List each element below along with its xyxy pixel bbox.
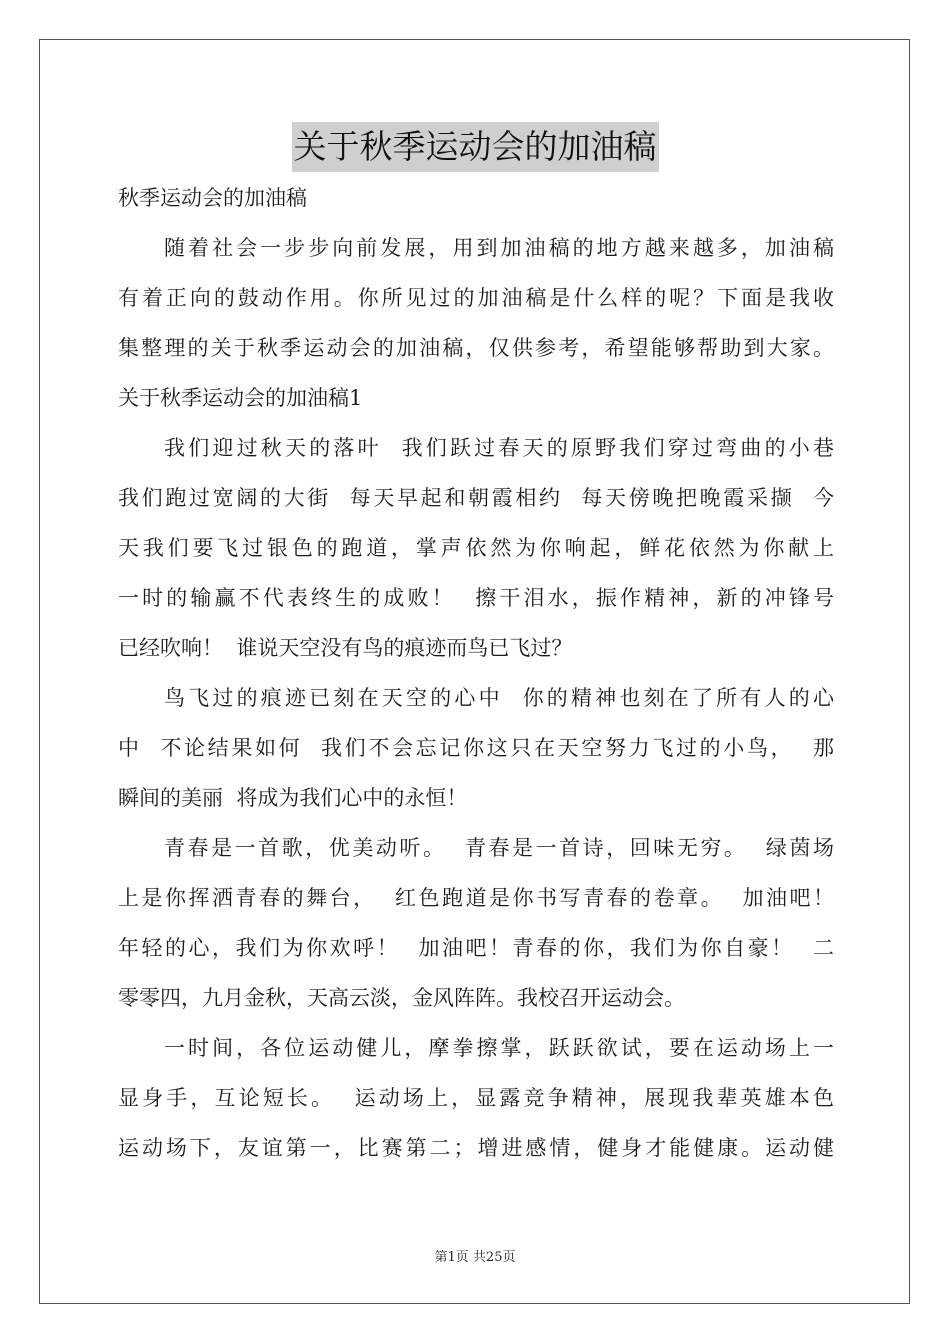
text-line: 显身手，互论短长。 运动场上，显露竞争精神，展现我辈英雄本色 (118, 1086, 834, 1110)
text-line: 一时间，各位运动健儿，摩拳擦掌，跃跃欲试，要在运动场上一 (164, 1036, 834, 1060)
text-line: 一时的输赢不代表终生的成败！ 擦干泪水，振作精神，新的冲锋号 (118, 586, 834, 610)
text-line: 青春是一首歌，优美动听。 青春是一首诗，回味无穷。 绿茵场 (164, 836, 834, 860)
text-line: 年轻的心，我们为你欢呼！ 加油吧！青春的你，我们为你自豪！ 二 (118, 936, 834, 960)
text-line: 零零四，九月金秋，天高云淡，金风阵阵。我校召开运动会。 (118, 986, 685, 1010)
title-container (0, 122, 950, 172)
text-line: 鸟飞过的痕迹已刻在天空的心中 你的精神也刻在了所有人的心 (164, 686, 834, 710)
text-line: 上是你挥洒青春的舞台， 红色跑道是你书写青春的卷章。 加油吧！ (118, 886, 834, 910)
text-line: 关于秋季运动会的加油稿1 (118, 386, 363, 410)
document-body (118, 173, 834, 1173)
text-line: 运动场下，友谊第一，比赛第二；增进感情，健身才能健康。运动健 (118, 1136, 834, 1160)
document-title: 关于秋季运动会的加油稿 (292, 122, 659, 172)
text-line: 中 不论结果如何 我们不会忘记你这只在天空努力飞过的小鸟， 那 (118, 736, 834, 760)
text-line: 集整理的关于秋季运动会的加油稿，仅供参考，希望能够帮助到大家。 (118, 336, 834, 360)
text-line: 有着正向的鼓动作用。你所见过的加油稿是什么样的呢？下面是我收 (118, 286, 834, 310)
text-line: 随着社会一步步向前发展，用到加油稿的地方越来越多，加油稿 (164, 236, 834, 260)
text-line: 我们跑过宽阔的大街 每天早起和朝霞相约 每天傍晚把晚霞采撷 今 (118, 486, 834, 510)
text-line: 天我们要飞过银色的跑道，掌声依然为你响起，鲜花依然为你献上 (118, 536, 834, 560)
text-line: 已经吹响！ 谁说天空没有鸟的痕迹而鸟已飞过？ (118, 636, 573, 660)
text-line: 瞬间的美丽 将成为我们心中的永恒！ (118, 786, 468, 810)
text-line: 我们迎过秋天的落叶 我们跃过春天的原野我们穿过弯曲的小巷 (164, 436, 834, 460)
text-line: 秋季运动会的加油稿 (118, 186, 307, 210)
page-footer: 第1页 共25页 (434, 1250, 516, 1265)
